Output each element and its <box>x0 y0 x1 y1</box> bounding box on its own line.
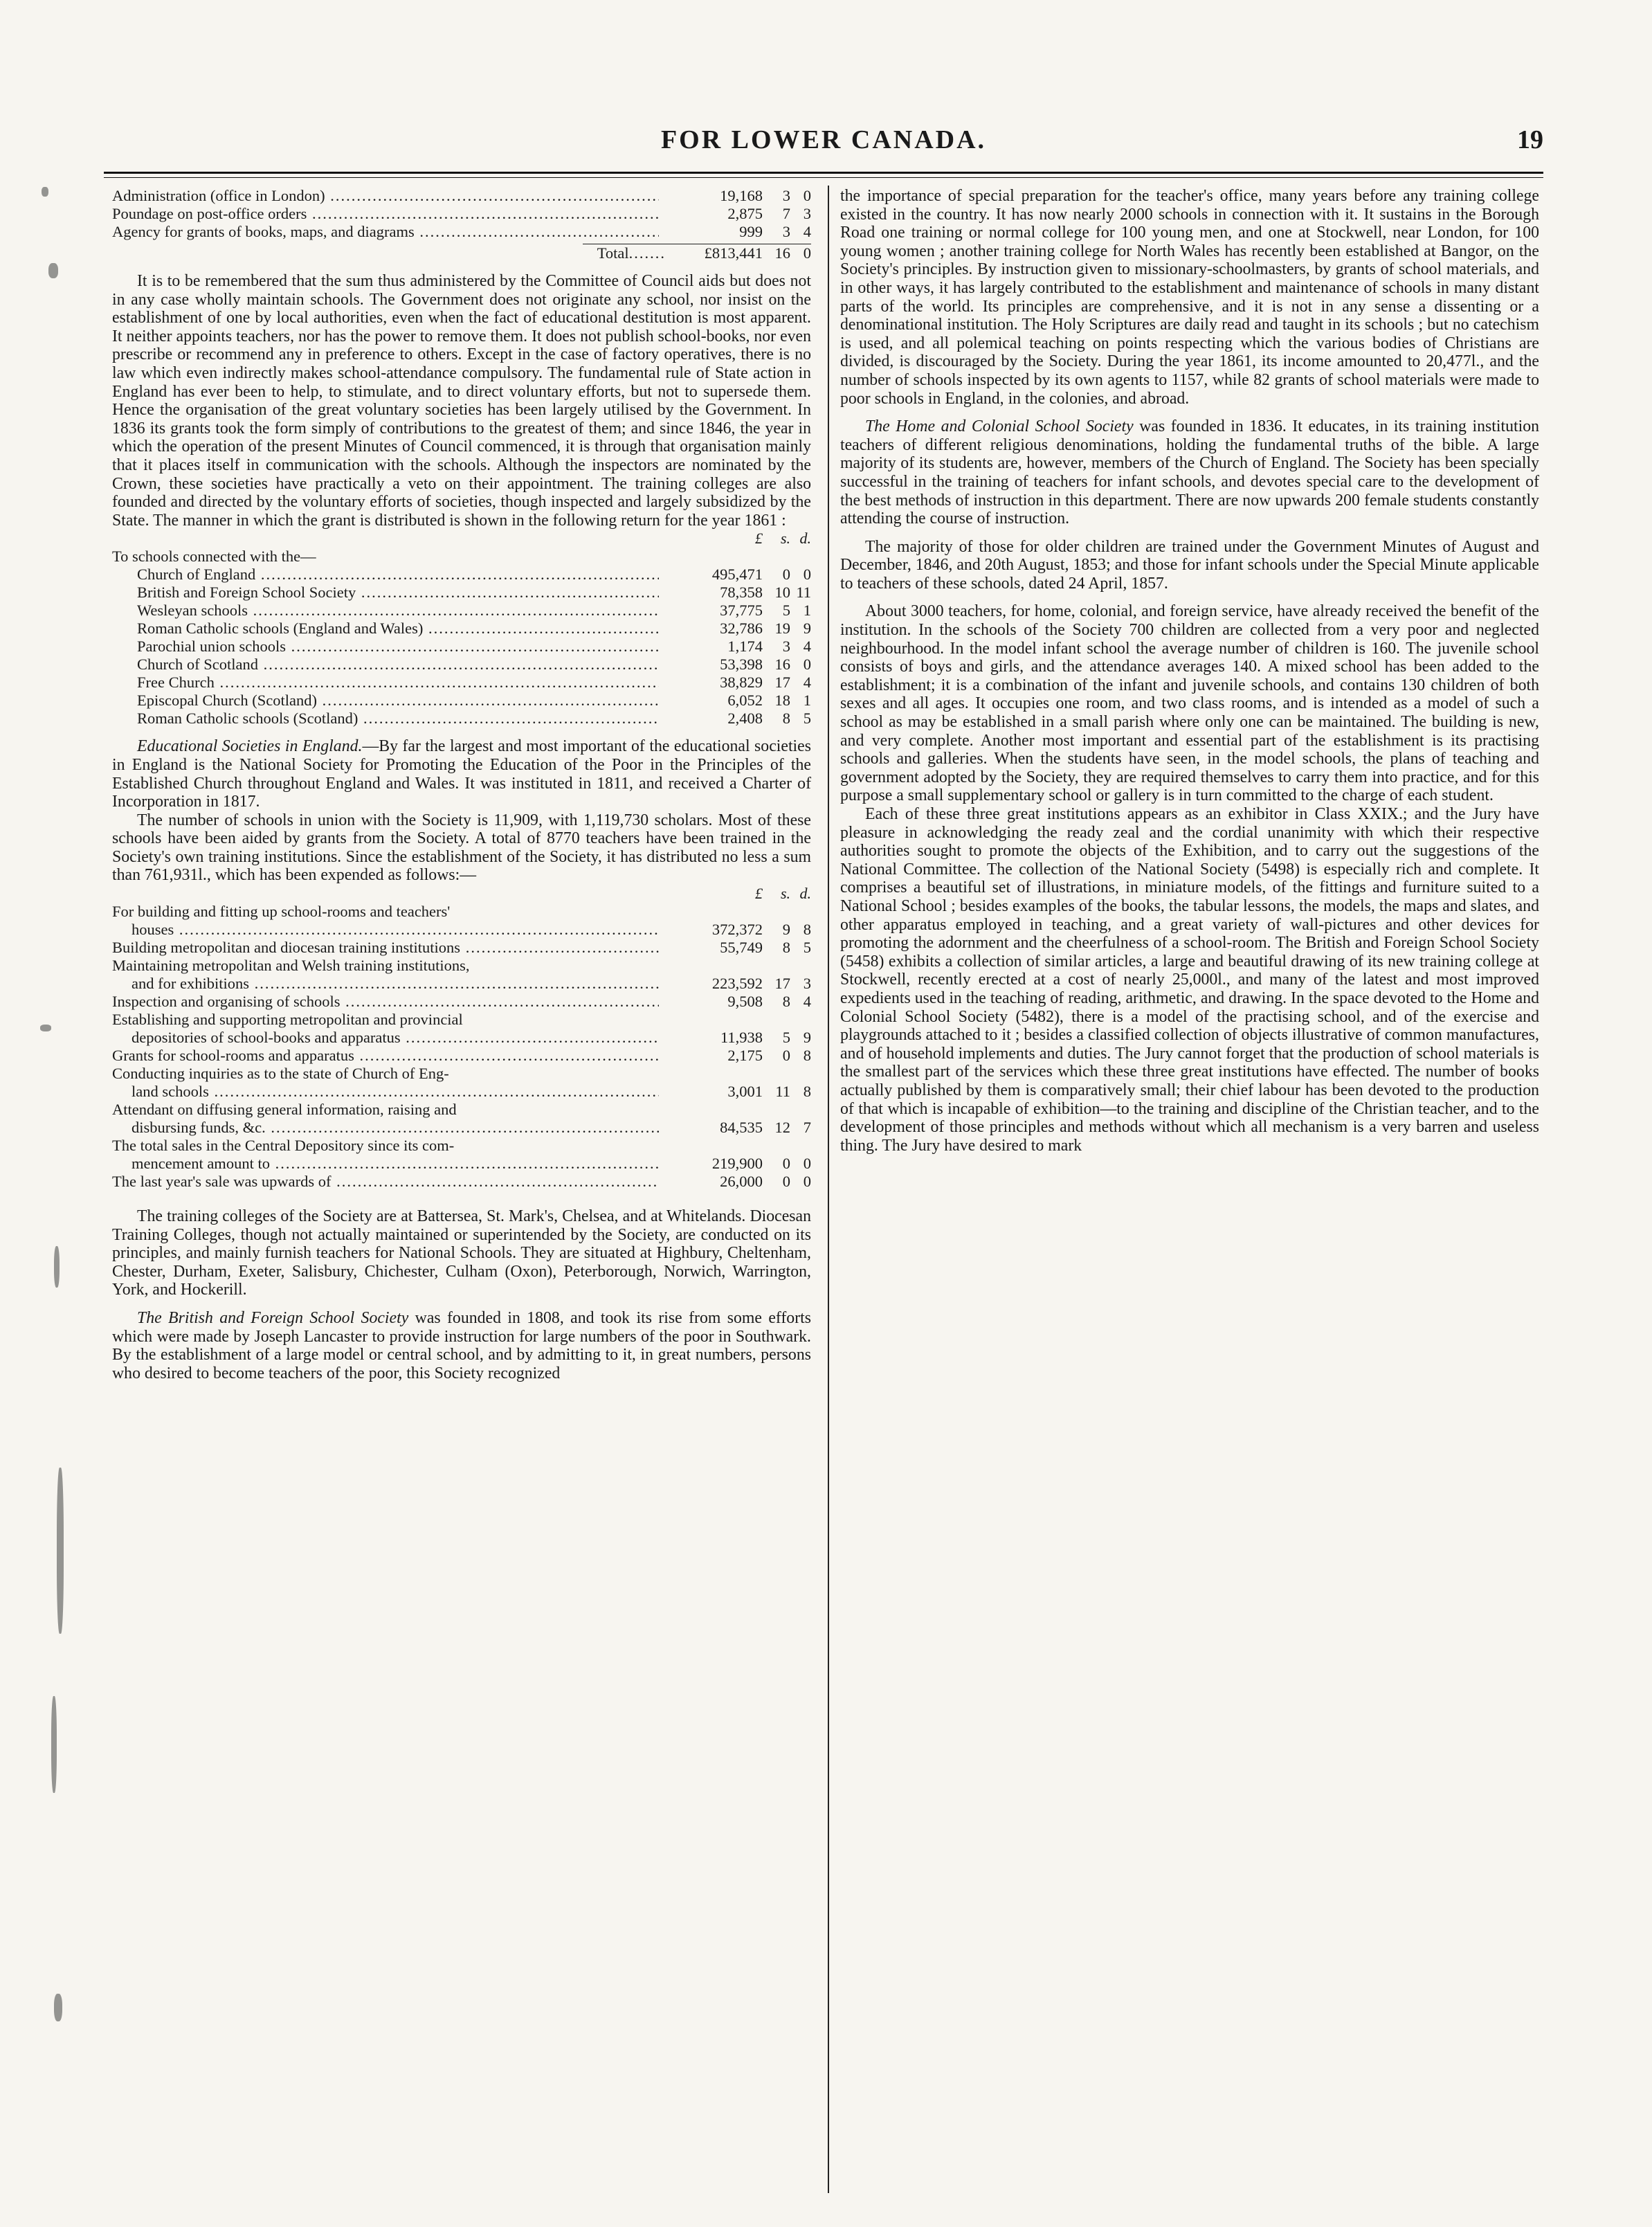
amount-shillings: 7 <box>782 205 790 222</box>
table-row <box>112 187 811 205</box>
header-rule <box>104 172 1543 174</box>
amount-pence: 8 <box>803 921 811 939</box>
total-leader: ....... <box>628 244 666 262</box>
amount-pence: 9 <box>803 620 811 638</box>
amount-shillings: 10 <box>774 584 790 602</box>
amount-pounds: 3,001 <box>727 1083 763 1101</box>
amount-pounds: 9,508 <box>727 993 763 1011</box>
row-label: Inspection and organising of schools ..... <box>112 993 659 1011</box>
amount-shillings: 5 <box>782 602 790 620</box>
amount-shillings: 12 <box>774 1119 790 1137</box>
paragraph-minutes: The majority of those for older children are trained under the Government Minutes of August and December, 1846, and 20th August, 1853; and those for infant schools under the Special Minute applicable to teachers of these schools, dated 24 April, 1857. <box>840 537 1539 593</box>
expenditure-table <box>112 187 811 241</box>
currency-header-2 <box>112 885 811 903</box>
amount-pence: 0 <box>803 656 811 674</box>
amount-shillings: 8 <box>782 939 790 957</box>
row-label: Roman Catholic schools (England and Wales) ..... <box>112 620 659 638</box>
row-label: Parochial union schools ..... <box>112 638 659 656</box>
amount-shillings: 8 <box>782 710 790 728</box>
amount-pence: 4 <box>803 223 811 240</box>
header-shillings: s. <box>780 530 790 548</box>
section-heading: The British and Foreign School Society <box>137 1309 409 1328</box>
paragraph-training-colleges: The training colleges of the Society are at Battersea, St. Mark's, Chelsea, and at Whitelands. Diocesan Training Colleges, though not actually maintained or superintended by the Society, are conducted on its principles, and mainly furnish teachers for National Schools. They are situated at Highbury, Cheltenham, Chester, Durham, Exeter, Salisbury, Chichester, Culham (Oxon), Peterborough, Norwich, Warrington, York, and Hockerill. <box>112 1207 811 1299</box>
table-row <box>112 638 811 656</box>
grants-table <box>112 566 811 728</box>
table-row <box>112 993 811 1011</box>
paragraph-text: was founded in 1808, and took its rise from some efforts which were made by Joseph Lancaster to provide instruction for large numbers of the poor in Southwark. By the establishment of a large model or central school, and by admitting to it, in great numbers, persons who desired to become teachers of the poor, this Society recognized <box>112 1309 811 1382</box>
amount-pounds: 223,592 <box>711 975 763 993</box>
amount-pence: 5 <box>803 939 811 957</box>
amount-shillings: 11 <box>775 1083 790 1101</box>
amount-pounds: 19,168 <box>720 187 763 204</box>
amount-shillings: 0 <box>782 566 790 584</box>
amount-pence: 3 <box>803 205 811 222</box>
amount-shillings: 9 <box>782 921 790 939</box>
section-heading: Educational Societies in England. <box>137 737 363 756</box>
amount-pounds: 84,535 <box>720 1119 763 1137</box>
amount-pence: 4 <box>803 638 811 656</box>
amount-shillings: 19 <box>774 620 790 638</box>
header-pence: d. <box>799 885 811 903</box>
header-pence: d. <box>799 530 811 548</box>
amount-pence: 8 <box>803 1047 811 1065</box>
amount-pounds: 26,000 <box>720 1173 763 1191</box>
amount-pence: 0 <box>803 187 811 204</box>
amount-pence: 8 <box>803 1083 811 1101</box>
amount-pence: 1 <box>803 602 811 620</box>
amount-pounds: 6,052 <box>727 692 763 710</box>
table-row <box>112 1011 811 1029</box>
amount-pounds: 53,398 <box>720 656 763 674</box>
paragraph-text: was founded in 1836. It educates, in its training institution teachers of different religious denominations, holding the fundamental truths of the bible. A large majority of its students are, however, members of the Church of England. The Society has been specially successful in the training of teachers for infant schools, and devotes special care to the development of the best methods of instruction in this department. There are now upwards 200 female students constantly attending the course of instruction. <box>840 417 1539 528</box>
row-label: Episcopal Church (Scotland) ..... <box>112 692 659 710</box>
amount-pounds: 372,372 <box>711 921 763 939</box>
amount-shillings: 5 <box>782 1029 790 1047</box>
amount-pence: 4 <box>803 674 811 692</box>
amount-pounds: 2,175 <box>727 1047 763 1065</box>
row-label-continued: depositories of school-books and apparatus ..... <box>112 1029 659 1047</box>
row-label: Grants for school-rooms and apparatus ..... <box>112 1047 659 1065</box>
header-shillings: s. <box>780 885 790 903</box>
table-row-continuation <box>112 1119 811 1137</box>
paragraph-british-foreign <box>112 1309 811 1382</box>
amount-shillings: 17 <box>774 975 790 993</box>
amount-pounds: 1,174 <box>727 638 763 656</box>
amount-shillings: 18 <box>774 692 790 710</box>
table-row-continuation <box>112 1029 811 1047</box>
table-row-continuation <box>112 921 811 939</box>
table-row <box>112 602 811 620</box>
row-label: Attendant on diffusing general information, raising and <box>112 1101 457 1119</box>
table-row <box>112 710 811 728</box>
amount-pence: 1 <box>803 692 811 710</box>
amount-shillings: 3 <box>782 187 790 204</box>
amount-pence: 0 <box>803 566 811 584</box>
paragraph-government-aid: It is to be remembered that the sum thus administered by the Committee of Council aids but does not in any case wholly maintain schools. The Government does not originate any school, nor insist on the establishment of one by local authorities, even when the fact of educational destitution is most apparent. It neither appoints teachers, nor has the power to remove them. It does not publish school-books, nor even prescribe or recommend any in preference to others. Except in the case of factory operatives, there is no law which even indirectly makes school-attendance compulsory. The fundamental rule of State action in England has ever been to help, to stimulate, and to direct voluntary efforts, but not to supersede them. Hence the organisation of the great voluntary societies has been largely utilised by the Government. In 1836 its grants took the form simply of contributions to the greatest of them; and since 1846, the year in which the operation of the present Minutes of Council commenced, it is through that organisation mainly that it places itself in communication with the schools. Although the inspectors are nominated by the Crown, these societies have practically a veto on their appointment. The training colleges are also founded and directed by the voluntary efforts of societies, though inspected and largely subsidized by the State. The manner in which the grant is distributed is shown in the following return for the year 1861 : <box>112 272 811 530</box>
binding-margin-specks <box>14 166 69 1897</box>
paragraph-national-society: The number of schools in union with the Society is 11,909, with 1,119,730 scholars. Most of these schools have been aided by grants from the Society. A total of 8770 teachers have been trained in the Society's own training institutions. Since the establishment of the Society, it has distributed no less a sum than 761,931l., which has been expended as follows:— <box>112 811 811 885</box>
row-label-continued: disbursing funds, &c. ..... <box>112 1119 659 1137</box>
row-label: Free Church ..... <box>112 674 659 692</box>
amount-pence: 7 <box>803 1119 811 1137</box>
row-label: Poundage on post-office orders ..... <box>112 205 659 223</box>
table-row-continuation <box>112 1083 811 1101</box>
table-row <box>112 1137 811 1155</box>
table-row-continuation <box>112 975 811 993</box>
amount-pence: 9 <box>803 1029 811 1047</box>
amount-pounds: 11,938 <box>720 1029 763 1047</box>
table-row <box>112 656 811 674</box>
row-label-continued: houses ..... <box>112 921 659 939</box>
row-label: The last year's sale was upwards of ..... <box>112 1173 659 1191</box>
amount-pounds: 2,875 <box>727 205 763 222</box>
table-row <box>112 1065 811 1083</box>
row-label: Building metropolitan and diocesan training institutions ..... <box>112 939 659 957</box>
table-row <box>112 957 811 975</box>
amount-shillings: 3 <box>782 223 790 240</box>
row-label-continued: land schools ..... <box>112 1083 659 1101</box>
amount-shillings: 3 <box>782 638 790 656</box>
amount-pence: 4 <box>803 993 811 1011</box>
row-label: Maintaining metropolitan and Welsh training institutions, <box>112 957 470 975</box>
row-label: Establishing and supporting metropolitan and provincial <box>112 1011 463 1029</box>
header-pounds: £ <box>755 885 763 903</box>
table-row <box>112 674 811 692</box>
amount-pence: 11 <box>796 584 811 602</box>
table-row <box>112 692 811 710</box>
amount-shillings: 17 <box>774 674 790 692</box>
page-number: 19 <box>1517 125 1543 154</box>
paragraph-home-colonial <box>840 417 1539 528</box>
column-divider <box>828 186 829 2193</box>
amount-shillings: 8 <box>782 993 790 1011</box>
row-label: Roman Catholic schools (Scotland) ..... <box>112 710 659 728</box>
row-label: Wesleyan schools ..... <box>112 602 659 620</box>
page-header <box>104 118 1543 166</box>
table-row <box>112 939 811 957</box>
table-row <box>112 223 811 241</box>
table-row <box>112 1101 811 1119</box>
table-row <box>112 620 811 638</box>
header-rule-thin <box>104 177 1543 178</box>
amount-pounds: 78,358 <box>720 584 763 602</box>
row-label: For building and fitting up school-rooms and teachers' <box>112 903 451 921</box>
paragraph-teachers: About 3000 teachers, for home, colonial, and foreign service, have already received the benefit of the institution. In the schools of the Society 700 children are collected from a very poor and neglected neighbourhood. In the model infant school the average number of children is 160. The juvenile school consists of boys and girls, and the attendance averages 140. A mixed school has been added to the establishment; it is a combination of the infant and juvenile schools, and contains 130 children of both sexes and all ages. It occupies one room, and two class rooms, and is intended as a model of such a school as may be established in a small parish where only one can be maintained. The building is new, and very complete. Another most important and essential part of the establishment is its practising schools and galleries. When the students have seen, in the model schools, the plans of teaching and government adopted by the Society, they are required themselves to carry them into practice, and for this purpose a small supplementary school or gallery is in turn committed to the charge of each student. <box>840 602 1539 805</box>
total-pence: 0 <box>803 244 811 262</box>
row-label: British and Foreign School Society ..... <box>112 584 659 602</box>
amount-pounds: 32,786 <box>720 620 763 638</box>
amount-pounds: 495,471 <box>711 566 763 584</box>
paragraph-continued: the importance of special preparation for the teacher's office, many years before any training college existed in the country. It has now nearly 2000 schools in connection with it. It sustains in the Borough Road one training or normal college for 100 young men, and one at Stockwell, near London, for 100 young women ; another training college for North Wales has recently been established at Bangor, on the Society's principles. By instruction given to missionary-schoolmasters, by grants of school materials, and in other ways, it has largely contributed to the establishment and maintenance of schools in many distant parts of the world. Its principles are comprehensive, and it is not in any sense a dissenting or a denominational institution. The Holy Scriptures are daily read and taught in its schools ; but no catechism is used, and all polemical teaching on points respecting which the various bodies of Christians are divided, is discouraged by the Society. During the year 1861, its income amounted to 20,477l., and the number of schools inspected by its own agents to 1157, while 82 grants of school materials were made to poor schools in England, in the colonies, and abroad. <box>840 187 1539 408</box>
section-heading: The Home and Colonial School Society <box>865 417 1134 436</box>
total-row <box>112 244 811 262</box>
right-column <box>840 187 1539 1155</box>
table-row <box>112 584 811 602</box>
row-label: Church of England ..... <box>112 566 659 584</box>
amount-pence: 5 <box>803 710 811 728</box>
amount-pence: 0 <box>803 1155 811 1173</box>
total-label: Total <box>597 244 629 262</box>
amount-pounds: 219,900 <box>711 1155 763 1173</box>
row-label-continued: and for exhibitions ..... <box>112 975 659 993</box>
table-row <box>112 1173 811 1191</box>
expenditure-breakdown-table <box>112 903 811 1191</box>
table-row <box>112 903 811 921</box>
amount-pounds: 55,749 <box>720 939 763 957</box>
row-label: Conducting inquiries as to the state of Church of Eng- <box>112 1065 449 1083</box>
table-heading: To schools connected with the— <box>112 548 316 566</box>
amount-pounds: 999 <box>739 223 763 240</box>
paragraph-exhibitors: Each of these three great institutions appears as an exhibitor in Class XXIX.; and the Jury have pleasure in acknowledging the ready zeal and the cordial unanimity with which their respective authorities sought to promote the objects of the Exhibition, and to carry out the suggestions of the National Committee. The collection of the National Society (5498) is especially rich and complete. It comprises a beautiful set of illustrations, in miniature models, of the fittings and furniture suited to a National School ; besides examples of the books, the tabular lessons, the models, the maps and slates, and other apparatus employed in teaching, and a great variety of wall-pictures and other devices for promoting the adornment and the cheerfulness of a school-room. The British and Foreign School Society (5458) exhibits a collection of similar articles, a large and beautiful drawing of its new training college at Stockwell, recently erected at a cost of nearly 25,000l., and many of the latest and most improved expedients used in the teaching of reading, arithmetic, and drawing. In the space devoted to the Home and Colonial School Society (5482), there is a model of the practising school, and of the exercise and playgrounds attached to it ; besides a classified collection of objects illustrative of common manufactures, and of household implements and duties. The Jury cannot forget that the production of school materials is the smallest part of the services which these three great institutions have effected. The number of books actually published by them is comparatively small; their chief labour has been devoted to the production of that which is incapable of exhibition—to the training and discipline of the Christian teacher, and to the development of those principles and methods without which all mechanism is a very barren and useless thing. The Jury have desired to mark <box>840 805 1539 1155</box>
table-row <box>112 1047 811 1065</box>
header-pounds: £ <box>755 530 763 548</box>
paragraph-text: —By far the largest and most important of the educational societies in England is the National Society for Promoting the Education of the Poor in the Principles of the Established Church throughout England and Wales. It was instituted in 1811, and received a Charter of Incorporation in 1817. <box>112 737 811 811</box>
paragraph-educational-societies <box>112 737 811 811</box>
total-value: £813,441 <box>704 244 763 262</box>
amount-pence: 0 <box>803 1173 811 1191</box>
row-label: Administration (office in London) ..... <box>112 187 659 205</box>
left-column <box>112 187 811 1382</box>
amount-pence: 3 <box>803 975 811 993</box>
amount-pounds: 2,408 <box>727 710 763 728</box>
total-shillings: 16 <box>774 244 790 262</box>
amount-shillings: 0 <box>782 1155 790 1173</box>
table-row <box>112 566 811 584</box>
amount-pounds: 38,829 <box>720 674 763 692</box>
amount-shillings: 0 <box>782 1047 790 1065</box>
table-row-continuation <box>112 1155 811 1173</box>
amount-shillings: 16 <box>774 656 790 674</box>
currency-header <box>112 530 811 548</box>
row-label: Agency for grants of books, maps, and diagrams ..... <box>112 223 659 241</box>
amount-pounds: 37,775 <box>720 602 763 620</box>
running-title: FOR LOWER CANADA. <box>660 125 987 154</box>
row-label-continued: mencement amount to ..... <box>112 1155 659 1173</box>
table-row <box>112 205 811 223</box>
amount-shillings: 0 <box>782 1173 790 1191</box>
row-label: The total sales in the Central Depository since its com- <box>112 1137 455 1155</box>
row-label: Church of Scotland ..... <box>112 656 659 674</box>
